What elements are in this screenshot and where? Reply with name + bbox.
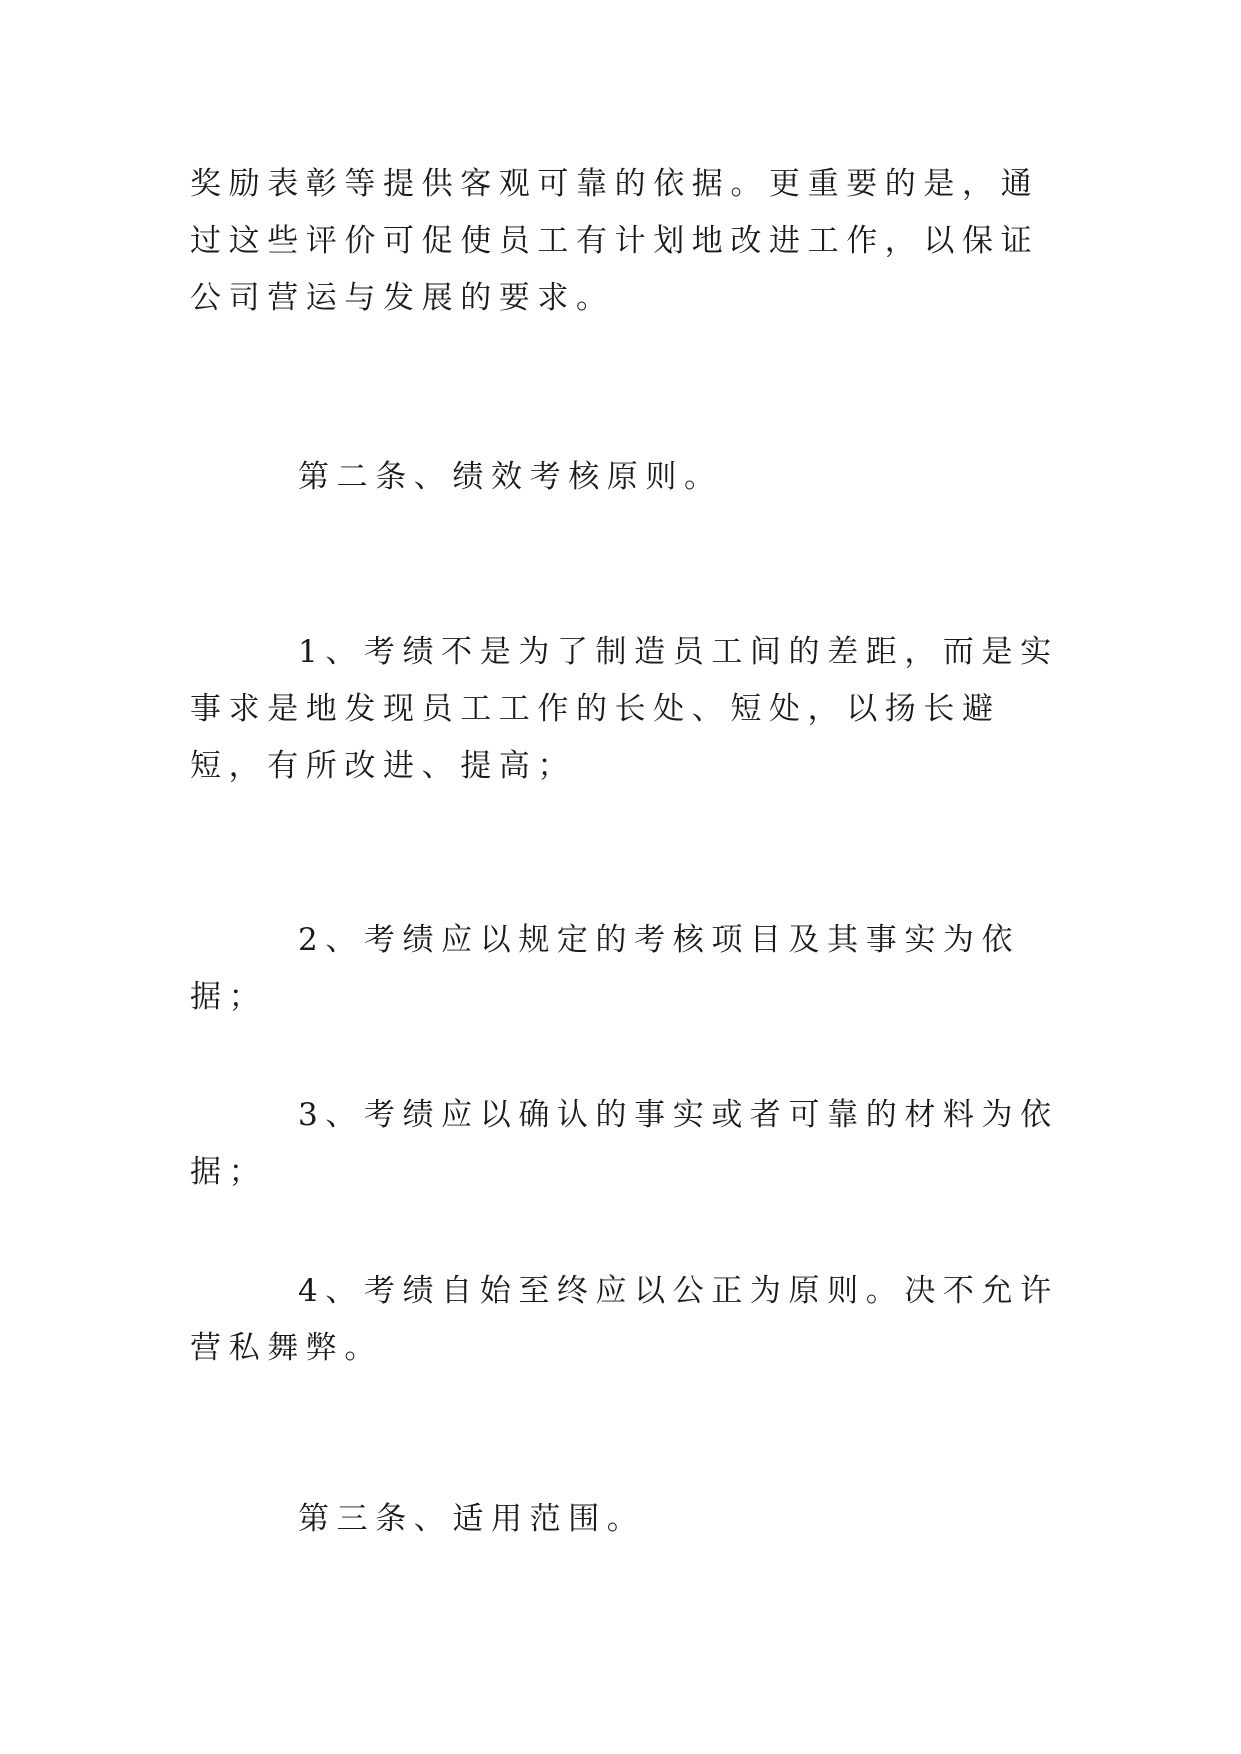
paragraph-purpose-continued: 奖励表彰等提供客观可靠的依据。更重要的是，通过这些评价可促使员工有计划地改进工作，以保证公司营运与发展的要求。 xyxy=(190,166,1040,316)
list-item-principle-1: 1、考绩不是为了制造员工间的差距，而是实事求是地发现员工工作的长处、短处，以扬长避短，有所改进、提高； xyxy=(190,634,1059,784)
list-item-principle-4: 4、考绩自始至终应以公正为原则。决不允许营私舞弊。 xyxy=(190,1273,1059,1366)
list-item-principle-3: 3、考绩应以确认的事实或者可靠的材料为依据； xyxy=(190,1097,1059,1190)
list-item-principle-2: 2、考绩应以规定的考核项目及其事实为依据； xyxy=(190,922,1021,1015)
heading-article-3: 第三条、适用范围。 xyxy=(298,1501,646,1537)
heading-article-2: 第二条、绩效考核原则。 xyxy=(298,459,723,495)
